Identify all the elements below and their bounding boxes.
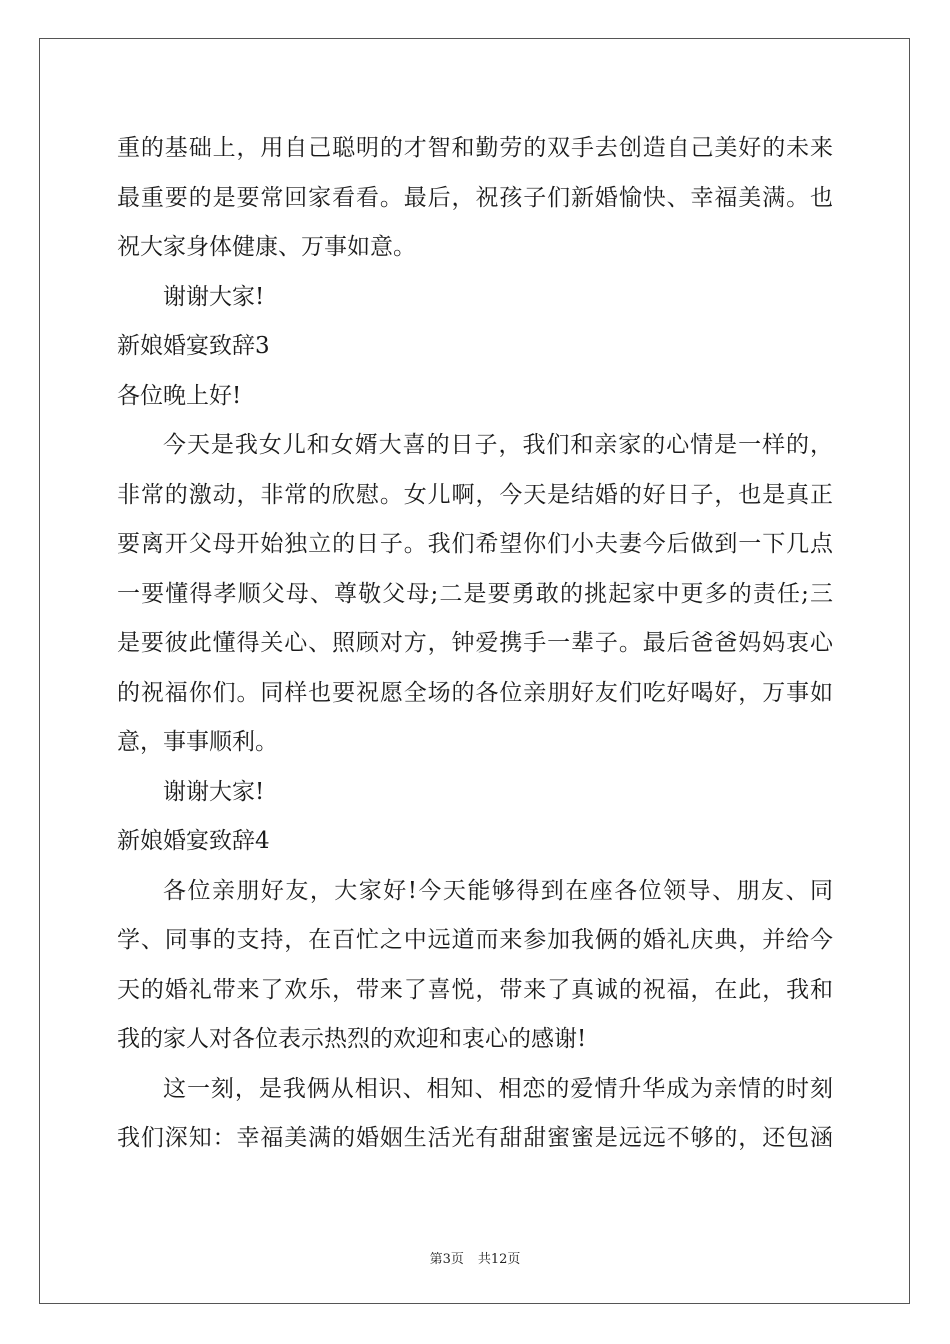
text-line: 我的家人对各位表示热烈的欢迎和衷心的感谢! — [117, 1026, 587, 1052]
text-line: 这一刻，是我俩从相识、相知、相恋的爱情升华成为亲情的时刻 — [163, 1075, 833, 1102]
current-page-number: 第3页 — [429, 1252, 464, 1267]
text-line: 新娘婚宴致辞3 — [117, 333, 270, 359]
text-line: 天的婚礼带来了欢乐，带来了喜悦，带来了真诚的祝福，在此，我和 — [117, 976, 833, 1003]
text-line: 最重要的是要常回家看看。最后，祝孩子们新婚愉快、幸福美满。也 — [117, 184, 833, 211]
text-line: 祝大家身体健康、万事如意。 — [117, 234, 416, 260]
text-line: 我们深知：幸福美满的婚姻生活光有甜甜蜜蜜是远远不够的，还包涵 — [117, 1125, 833, 1151]
text-line: 学、同事的支持，在百忙之中远道而来参加我俩的婚礼庆典，并给今 — [117, 927, 833, 953]
text-line: 要离开父母开始独立的日子。我们希望你们小夫妻今后做到一下几点 — [117, 531, 833, 557]
text-line: 新娘婚宴致辞4 — [117, 828, 270, 854]
document-body — [117, 124, 833, 1164]
text-line: 意，事事顺利。 — [117, 729, 278, 755]
text-line: 各位晚上好! — [117, 382, 242, 409]
text-line: 谢谢大家! — [163, 283, 265, 310]
text-line: 各位亲朋好友，大家好!今天能够得到在座各位领导、朋友、同 — [163, 877, 833, 904]
text-line: 谢谢大家! — [163, 778, 265, 805]
text-line: 重的基础上，用自己聪明的才智和勤劳的双手去创造自己美好的未来 — [117, 135, 833, 161]
text-line: 非常的激动，非常的欣慰。女儿啊，今天是结婚的好日子，也是真正 — [117, 481, 833, 508]
text-line: 一要懂得孝顺父母、尊敬父母;二是要勇敢的挑起家中更多的责任;三 — [117, 580, 833, 607]
page-footer — [0, 1248, 950, 1267]
text-line: 的祝福你们。同样也要祝愿全场的各位亲朋好友们吃好喝好，万事如 — [117, 679, 833, 706]
total-page-count: 共12页 — [477, 1252, 521, 1267]
text-line: 是要彼此懂得关心、照顾对方，钟爱携手一辈子。最后爸爸妈妈衷心 — [117, 630, 833, 656]
text-line: 今天是我女儿和女婿大喜的日子，我们和亲家的心情是一样的， — [163, 432, 833, 458]
